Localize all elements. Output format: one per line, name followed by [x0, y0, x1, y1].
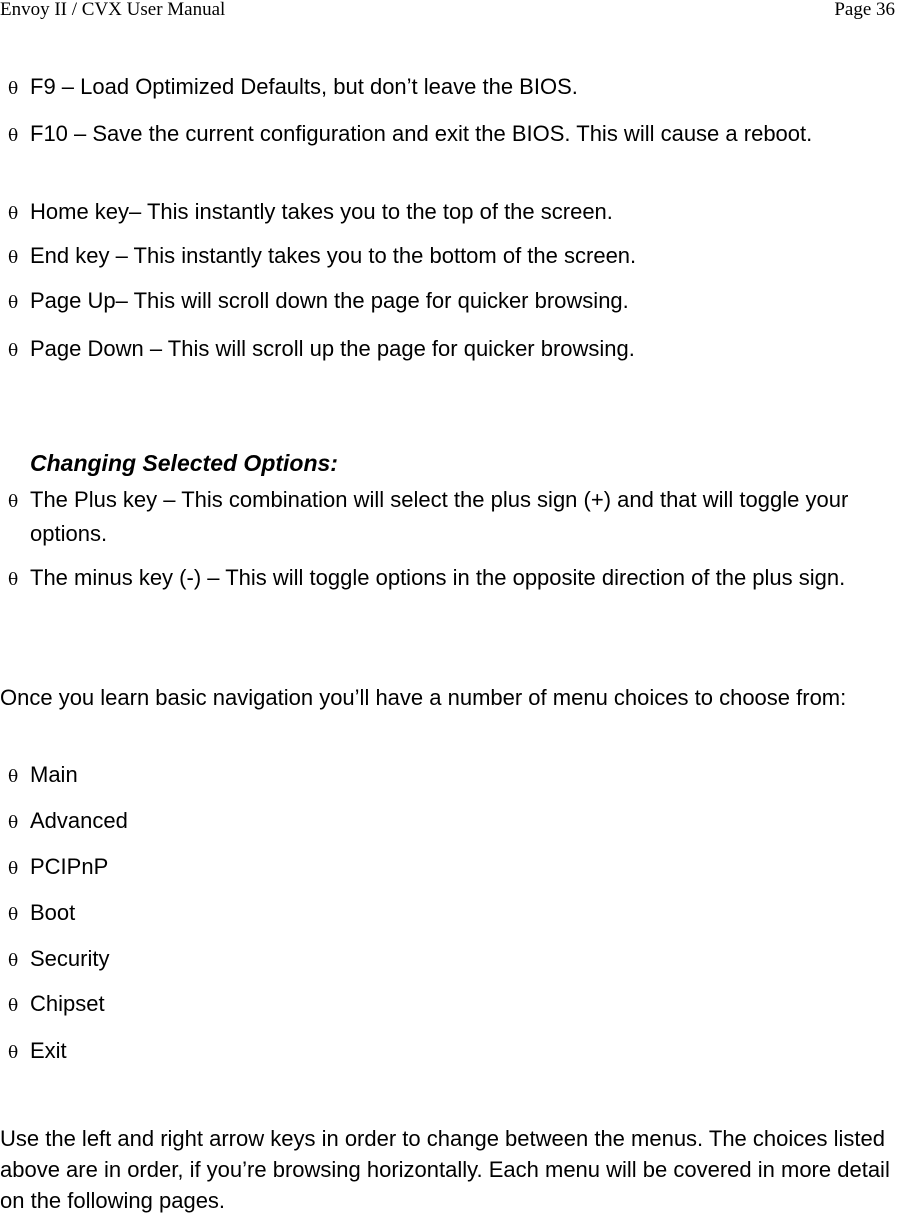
bullet-icon: θ [8, 79, 19, 99]
menu-intro-paragraph: Once you learn basic navigation you’ll have a number of menu choices to choose from: [0, 685, 847, 710]
list-item-text: Main [30, 762, 78, 787]
list-item-text: PCIPnP [30, 854, 109, 879]
list-item [8, 943, 896, 977]
bullet-icon: θ [8, 767, 19, 787]
list-item [8, 897, 896, 931]
section-heading: Changing Selected Options: [30, 450, 338, 476]
bullet-icon: θ [8, 248, 19, 268]
list-item-text: Page Up– This will scroll down the page for quicker browsing. [30, 288, 629, 313]
bullet-icon: θ [8, 341, 19, 361]
list-item-text: The minus key (-) – This will toggle options in the opposite direction of the plus sign. [30, 565, 846, 590]
bullet-icon: θ [8, 951, 19, 971]
list-item-text: The Plus key – This combination will select the plus sign (+) and that will toggle your options. [30, 487, 849, 546]
bullet-icon: θ [8, 293, 19, 313]
list-item-text: F10 – Save the current configuration and exit the BIOS. This will cause a reboot. [30, 121, 813, 146]
list-item-text: Advanced [30, 808, 128, 833]
bullet-icon: θ [8, 905, 19, 925]
list-item [8, 759, 896, 793]
bullet-icon: θ [8, 996, 19, 1016]
bullet-icon: θ [8, 1043, 19, 1063]
bullet-icon: θ [8, 859, 19, 879]
list-item-text: Boot [30, 900, 76, 925]
list-item-text: Chipset [30, 991, 105, 1016]
list-item [8, 118, 896, 152]
list-item [8, 988, 896, 1022]
list-item [8, 1035, 896, 1069]
list-item [8, 562, 896, 596]
list-item-text: End key – This instantly takes you to the bottom of the screen. [30, 243, 637, 268]
list-item [8, 333, 896, 367]
list-item [8, 196, 896, 230]
running-header-title: Envoy II / CVX User Manual [0, 0, 226, 20]
bullet-icon: θ [8, 492, 19, 512]
list-item-text: Home key– This instantly takes you to the top of the screen. [30, 199, 613, 224]
list-item [8, 851, 896, 885]
list-item-text: Page Down – This will scroll up the page for quicker browsing. [30, 336, 635, 361]
bullet-icon: θ [8, 204, 19, 224]
list-item [8, 805, 896, 839]
bullet-icon: θ [8, 813, 19, 833]
bullet-icon: θ [8, 570, 19, 590]
list-item [8, 285, 896, 319]
list-item [8, 484, 896, 549]
bullet-icon: θ [8, 126, 19, 146]
list-item [8, 240, 896, 274]
page-number: Page 36 [834, 0, 895, 20]
list-item [8, 71, 896, 105]
list-item-text: F9 – Load Optimized Defaults, but don’t leave the BIOS. [30, 74, 578, 99]
list-item-text: Security [30, 946, 110, 971]
list-item-text: Exit [30, 1038, 67, 1063]
closing-paragraph: Use the left and right arrow keys in order to change between the menus. The choices listed above are in order, if you’re browsing horizontally. Each menu will be covered in more detail on the following pages. [0, 1126, 890, 1213]
